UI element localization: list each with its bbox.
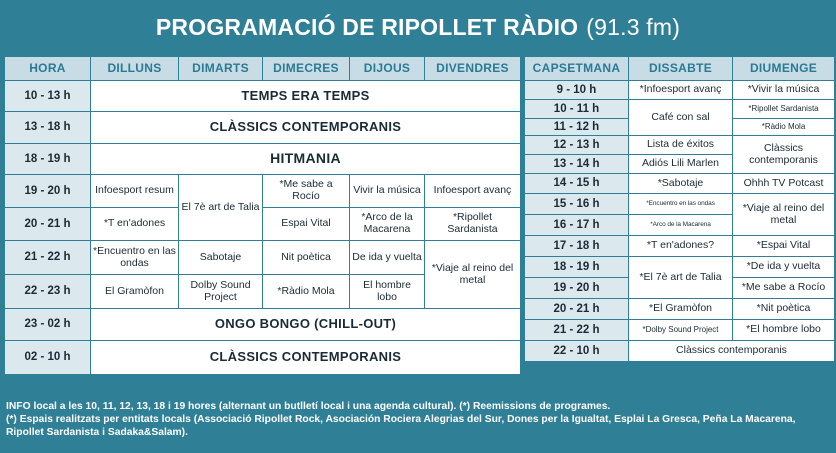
table-row (5, 241, 521, 275)
program-cell: *Encuentro en las ondas (629, 194, 733, 215)
hour-cell: 20 - 21 h (525, 299, 629, 320)
table-row (5, 309, 521, 341)
hour-cell: 21 - 22 h (525, 320, 629, 341)
program-cell: *El Gramòfon (629, 299, 733, 320)
hour-cell: 19 - 20 h (525, 278, 629, 299)
table-row (5, 175, 521, 208)
hour-cell: 18 - 19 h (5, 144, 91, 175)
program-cell: Nit poètica (263, 241, 350, 275)
program-cell: Infoesport resum (91, 175, 179, 208)
table-row (525, 320, 835, 341)
footer-line-info: INFO local a les 10, 11, 12, 13, 18 i 19 hores (alternant un butlletí local i una agenda cultural). (*) Reemissions de programes. (6, 401, 611, 412)
program-cell: *Viaje al reino del metal (733, 194, 835, 236)
header-divendres: DIVENDRES (425, 57, 521, 81)
table-row (525, 194, 835, 215)
program-cell: *Ripollet Sardanista (425, 208, 521, 241)
table-row (525, 174, 835, 194)
program-cell: *Sabotaje (629, 174, 733, 194)
hour-cell: 14 - 15 h (525, 174, 629, 194)
program-cell: El 7è art de Talia (179, 175, 263, 241)
program-cell: Espai Vital (263, 208, 350, 241)
program-cell: *Ràdio Mola (263, 275, 350, 309)
table-row (5, 208, 521, 241)
hour-cell: 22 - 23 h (5, 275, 91, 309)
table-row (525, 100, 835, 119)
program-classics-contemporanis: CLÀSSICS CONTEMPORANIS (91, 112, 521, 144)
weekend-schedule-table (524, 56, 835, 362)
program-cell: *El hombre lobo (733, 320, 835, 341)
title-main: PROGRAMACIÓ DE RIPOLLET RÀDIO (155, 14, 579, 40)
weekday-header-row (5, 57, 521, 81)
program-ongo-bongo: ONGO BONGO (CHILL-OUT) (91, 309, 521, 341)
program-cell: *Viaje al reino del metal (425, 241, 521, 309)
program-cell: Ohhh TV Potcast (733, 174, 835, 194)
program-cell: *Arco de la Macarena (629, 215, 733, 236)
table-row (525, 236, 835, 257)
program-cell: Dolby Sound Project (179, 275, 263, 309)
weekend-header-row (525, 57, 835, 81)
program-cell: Café con sal (629, 100, 733, 136)
header-dimarts: DIMARTS (179, 57, 263, 81)
program-hitmania: HITMANIA (91, 144, 521, 175)
hour-cell: 20 - 21 h (5, 208, 91, 241)
program-classics-contemporanis: CLÀSSICS CONTEMPORANIS (91, 341, 521, 375)
program-cell: *T en'adones? (629, 236, 733, 257)
program-cell: Clàssics contemporanis (733, 136, 835, 174)
title-frequency: (91.3 fm) (586, 14, 681, 40)
footer-notes (6, 400, 832, 439)
header-diumenge: DIUMENGE (733, 57, 835, 81)
header-dissabte: DISSABTE (629, 57, 733, 81)
table-row (5, 341, 521, 375)
program-cell: *De ida y vuelta (733, 257, 835, 278)
hour-cell: 02 - 10 h (5, 341, 91, 375)
hour-cell: 21 - 22 h (5, 241, 91, 275)
table-row (525, 341, 835, 362)
table-row (525, 257, 835, 278)
program-cell: Infoesport avanç (425, 175, 521, 208)
program-cell: *Ripollet Sardanista (733, 100, 835, 119)
program-cell: *Me sabe a Rocío (733, 278, 835, 299)
hour-cell: 13 - 14 h (525, 155, 629, 174)
hour-cell: 10 - 13 h (5, 81, 91, 112)
table-row (5, 144, 521, 175)
hour-cell: 12 - 13 h (525, 136, 629, 155)
hour-cell: 9 - 10 h (525, 81, 629, 100)
program-cell: Lista de éxitos (629, 136, 733, 155)
header-dilluns: DILLUNS (91, 57, 179, 81)
hour-cell: 22 - 10 h (525, 341, 629, 362)
program-cell: *T en'adones (91, 208, 179, 241)
header-hora: HORA (5, 57, 91, 81)
table-row (525, 81, 835, 100)
hour-cell: 17 - 18 h (525, 236, 629, 257)
program-cell: Clàssics contemporanis (629, 341, 835, 362)
header-capsetmana: CAPSETMANA (525, 57, 629, 81)
hour-cell: 18 - 19 h (525, 257, 629, 278)
hour-cell: 11 - 12 h (525, 119, 629, 136)
program-cell: El hombre lobo (350, 275, 425, 309)
program-cell: *Encuentro en las ondas (91, 241, 179, 275)
hour-cell: 16 - 17 h (525, 215, 629, 236)
footer-line-entities: (*) Espais realitzats per entitats locals (Associació Ripollet Rock, Asociación Rociera Alegrias del Sur, Dones per la Igualtat, Esplai La Gresca, Peña La Macarena, Ripollet Sardanista i Sadaka&Salam). (6, 414, 796, 438)
header-dimecres: DIMECRES (263, 57, 350, 81)
table-row (5, 112, 521, 144)
program-temps-era-temps: TEMPS ERA TEMPS (91, 81, 521, 112)
header-dijous: DIJOUS (350, 57, 425, 81)
program-cell: Sabotaje (179, 241, 263, 275)
program-cell: Vivir la música (350, 175, 425, 208)
program-cell: *Espai Vital (733, 236, 835, 257)
hour-cell: 10 - 11 h (525, 100, 629, 119)
program-cell: Adiós Lili Marlen (629, 155, 733, 174)
program-cell: *Arco de la Macarena (350, 208, 425, 241)
program-cell: *Infoesport avanç (629, 81, 733, 100)
table-row (5, 81, 521, 112)
table-row (525, 136, 835, 155)
hour-cell: 15 - 16 h (525, 194, 629, 215)
table-row (525, 299, 835, 320)
program-cell: *El 7è art de Talia (629, 257, 733, 299)
program-cell: El Gramòfon (91, 275, 179, 309)
hour-cell: 23 - 02 h (5, 309, 91, 341)
hour-cell: 13 - 18 h (5, 112, 91, 144)
weekday-schedule-table (4, 56, 521, 375)
hour-cell: 19 - 20 h (5, 175, 91, 208)
program-cell: *Dolby Sound Project (629, 320, 733, 341)
poster-title (0, 0, 836, 55)
program-cell: De ida y vuelta (350, 241, 425, 275)
program-cell: *Ràdio Mola (733, 119, 835, 136)
program-cell: *Nit poètica (733, 299, 835, 320)
program-cell: *Vivir la música (733, 81, 835, 100)
program-cell: *Me sabe a Rocío (263, 175, 350, 208)
